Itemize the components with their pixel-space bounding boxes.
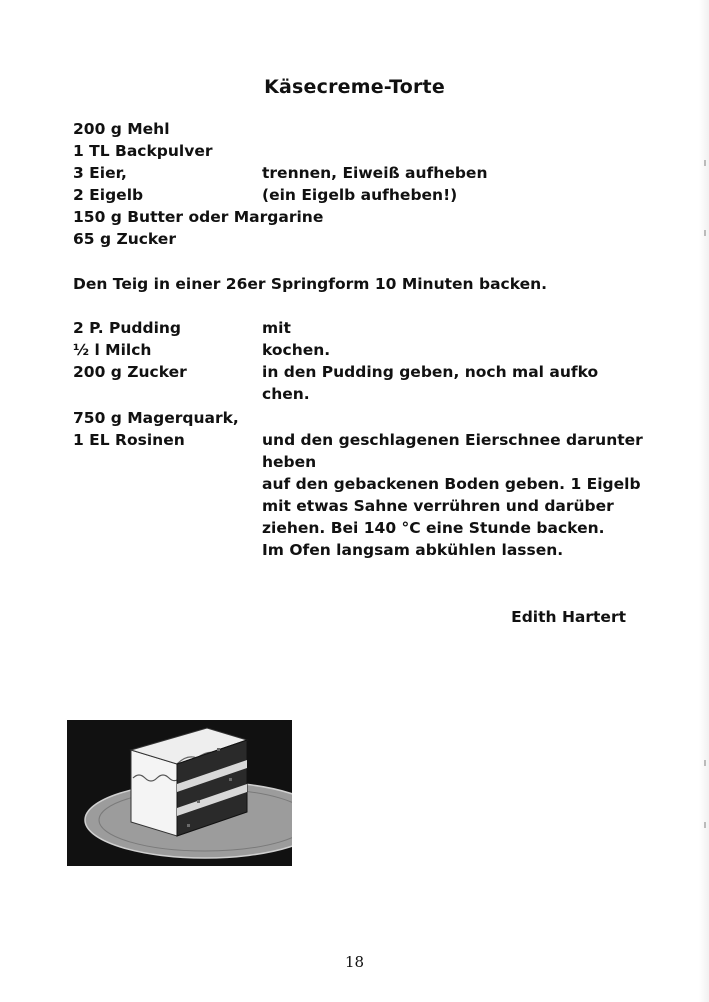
author-signature: Edith Hartert xyxy=(511,608,626,626)
pudding-note: kochen. xyxy=(262,341,331,359)
filling-note: auf den gebackenen Boden geben. 1 Eigelb xyxy=(262,475,641,493)
pudding-ingredient: 200 g Zucker xyxy=(73,363,187,381)
pudding-ingredient: ½ l Milch xyxy=(73,341,152,359)
filling-note: und den geschlagenen Eierschnee darunter xyxy=(262,431,643,449)
dough-ingredient: 65 g Zucker xyxy=(73,230,176,248)
pudding-ingredient: 2 P. Pudding xyxy=(73,319,182,337)
recipe-title: Käsecreme-Torte xyxy=(264,76,445,98)
scan-mark xyxy=(704,822,706,828)
page-edge-shadow xyxy=(699,0,709,1002)
filling-ingredient: 1 EL Rosinen xyxy=(73,431,185,449)
scan-mark xyxy=(704,230,706,236)
page-number: 18 xyxy=(344,953,365,971)
cake-slice-icon xyxy=(67,720,292,866)
scan-mark xyxy=(704,160,706,166)
pudding-note: chen. xyxy=(262,385,310,403)
filling-note: heben xyxy=(262,453,317,471)
pudding-note: in den Pudding geben, noch mal aufko xyxy=(262,363,599,381)
filling-note: mit etwas Sahne verrühren und darüber xyxy=(262,497,614,515)
bake-instruction: Den Teig in einer 26er Springform 10 Minuten backen. xyxy=(73,275,548,293)
dough-ingredient: 1 TL Backpulver xyxy=(73,142,213,160)
dough-note: (ein Eigelb aufheben!) xyxy=(262,186,458,204)
filling-note: ziehen. Bei 140 °C eine Stunde backen. xyxy=(262,519,605,537)
dough-ingredient: 200 g Mehl xyxy=(73,120,170,138)
dough-note: trennen, Eiweiß aufheben xyxy=(262,164,488,182)
dough-ingredient: 2 Eigelb xyxy=(73,186,144,204)
pudding-note: mit xyxy=(262,319,291,337)
filling-note: Im Ofen langsam abkühlen lassen. xyxy=(262,541,564,559)
filling-ingredient: 750 g Magerquark, xyxy=(73,409,239,427)
dough-ingredient: 3 Eier, xyxy=(73,164,127,182)
scan-mark xyxy=(704,760,706,766)
dough-ingredient: 150 g Butter oder Margarine xyxy=(73,208,324,226)
